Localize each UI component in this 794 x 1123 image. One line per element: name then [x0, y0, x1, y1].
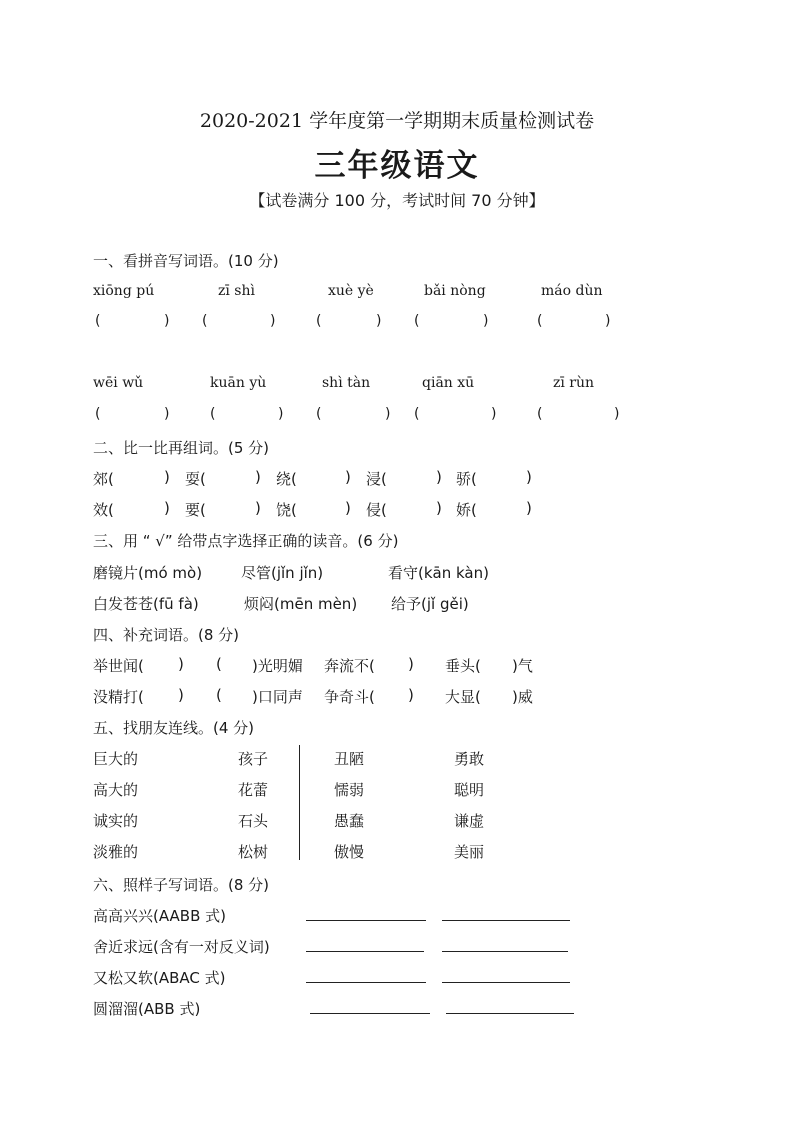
compare-close: )	[255, 499, 261, 517]
compare-char: 耍(	[185, 470, 206, 488]
idiom-part: )	[178, 655, 184, 673]
pinyin-item: shì tàn	[322, 375, 371, 391]
compare-char: 郊(	[93, 470, 114, 488]
answer-open-paren: (	[414, 313, 420, 329]
compare-close: )	[164, 499, 170, 517]
match-noun: 花蕾	[238, 781, 269, 799]
pinyin-item: kuān yù	[210, 375, 267, 391]
idiom-part: (	[216, 655, 222, 673]
reading-choice: 白发苍苍(fū fà)	[93, 595, 199, 613]
match-noun: 孩子	[238, 750, 269, 768]
answer-close-paren: )	[376, 313, 382, 329]
answer-open-paren: (	[316, 313, 322, 329]
match-adjective: 高大的	[93, 781, 139, 799]
match-antonym-b: 谦虚	[454, 812, 485, 830]
word-pattern-prompt: 又松又软(ABAC 式)	[93, 969, 226, 987]
reading-choice: 看守(kān kàn)	[388, 564, 489, 582]
answer-blank[interactable]	[306, 951, 424, 952]
compare-close: )	[436, 468, 442, 486]
answer-close-paren: )	[270, 313, 276, 329]
reading-choice: 尽管(jǐn jǐn)	[241, 564, 324, 582]
compare-close: )	[526, 499, 532, 517]
match-antonym-a: 懦弱	[334, 781, 365, 799]
section-3-heading: 三、用 “ √” 给带点字选择正确的读音。(6 分)	[93, 532, 399, 550]
idiom-part: 争奇斗(	[324, 688, 375, 706]
answer-open-paren: (	[95, 313, 101, 329]
answer-open-paren: (	[316, 406, 322, 422]
match-antonym-b: 美丽	[454, 843, 485, 861]
idiom-part: )口同声	[252, 688, 303, 706]
match-antonym-b: 聪明	[454, 781, 485, 799]
section-2-heading: 二、比一比再组词。(5 分)	[93, 439, 270, 457]
answer-blank[interactable]	[310, 1013, 430, 1014]
idiom-part: 奔流不(	[324, 657, 375, 675]
match-adjective: 诚实的	[93, 812, 139, 830]
compare-char: 娇(	[456, 501, 477, 519]
answer-blank[interactable]	[442, 951, 568, 952]
pinyin-item: wēi wǔ	[93, 375, 144, 391]
match-antonym-a: 愚蠢	[334, 812, 365, 830]
compare-close: )	[164, 468, 170, 486]
reading-choice: 磨镜片(mó mò)	[93, 564, 203, 582]
answer-open-paren: (	[202, 313, 208, 329]
compare-close: )	[345, 468, 351, 486]
pinyin-item: zī shì	[218, 283, 255, 299]
word-pattern-prompt: 舍近求远(含有一对反义词)	[93, 938, 270, 956]
pinyin-item: xiōng pú	[93, 283, 155, 299]
answer-blank[interactable]	[306, 920, 426, 921]
section-4-heading: 四、补充词语。(8 分)	[93, 626, 240, 644]
compare-close: )	[255, 468, 261, 486]
compare-char: 骄(	[456, 470, 477, 488]
idiom-part: 大显(	[445, 688, 481, 706]
compare-char: 饶(	[276, 501, 297, 519]
match-adjective: 巨大的	[93, 750, 139, 768]
exam-subtitle: 2020-2021 学年度第一学期期末质量检测试卷	[199, 110, 595, 132]
section-1-heading: 一、看拼音写词语。(10 分)	[93, 252, 279, 270]
pinyin-item: bǎi nòng	[424, 283, 486, 299]
answer-blank[interactable]	[442, 982, 570, 983]
match-noun: 石头	[238, 812, 269, 830]
compare-char: 侵(	[366, 501, 387, 519]
section-5-heading: 五、找朋友连线。(4 分)	[93, 719, 255, 737]
answer-blank[interactable]	[442, 920, 570, 921]
answer-close-paren: )	[385, 406, 391, 422]
word-pattern-prompt: 圆溜溜(ABB 式)	[93, 1000, 201, 1018]
pinyin-item: qiān xū	[422, 375, 475, 391]
idiom-part: )	[408, 686, 414, 704]
idiom-part: 举世闻(	[93, 657, 144, 675]
answer-close-paren: )	[164, 313, 170, 329]
answer-close-paren: )	[491, 406, 497, 422]
answer-blank[interactable]	[306, 982, 426, 983]
compare-char: 要(	[185, 501, 206, 519]
column-divider	[299, 745, 300, 860]
answer-blank[interactable]	[446, 1013, 574, 1014]
match-noun: 松树	[238, 843, 269, 861]
compare-char: 绕(	[276, 470, 297, 488]
match-antonym-b: 勇敢	[454, 750, 485, 768]
pinyin-item: máo dùn	[541, 283, 603, 299]
compare-close: )	[436, 499, 442, 517]
compare-char: 效(	[93, 501, 114, 519]
answer-open-paren: (	[95, 406, 101, 422]
answer-close-paren: )	[614, 406, 620, 422]
answer-close-paren: )	[278, 406, 284, 422]
answer-open-paren: (	[537, 406, 543, 422]
reading-choice: 给予(jǐ gěi)	[391, 595, 469, 613]
answer-close-paren: )	[164, 406, 170, 422]
compare-close: )	[526, 468, 532, 486]
idiom-part: 没精打(	[93, 688, 144, 706]
match-adjective: 淡雅的	[93, 843, 139, 861]
answer-open-paren: (	[537, 313, 543, 329]
idiom-part: )	[178, 686, 184, 704]
match-antonym-a: 丑陋	[334, 750, 365, 768]
idiom-part: )威	[512, 688, 533, 706]
answer-close-paren: )	[483, 313, 489, 329]
pinyin-item: zī rùn	[553, 375, 595, 391]
idiom-part: )光明媚	[252, 657, 303, 675]
idiom-part: )气	[512, 657, 533, 675]
section-6-heading: 六、照样子写词语。(8 分)	[93, 876, 270, 894]
compare-char: 浸(	[366, 470, 387, 488]
idiom-part: )	[408, 655, 414, 673]
answer-open-paren: (	[414, 406, 420, 422]
page-title: 三年级语文	[314, 148, 480, 184]
idiom-part: 垂头(	[445, 657, 481, 675]
idiom-part: (	[216, 686, 222, 704]
reading-choice: 烦闷(mēn mèn)	[244, 595, 358, 613]
compare-close: )	[345, 499, 351, 517]
answer-close-paren: )	[605, 313, 611, 329]
word-pattern-prompt: 高高兴兴(AABB 式)	[93, 907, 226, 925]
match-antonym-a: 傲慢	[334, 843, 365, 861]
exam-info: 【试卷满分 100 分，考试时间 70 分钟】	[249, 191, 545, 210]
answer-open-paren: (	[210, 406, 216, 422]
pinyin-item: xuè yè	[328, 283, 374, 299]
